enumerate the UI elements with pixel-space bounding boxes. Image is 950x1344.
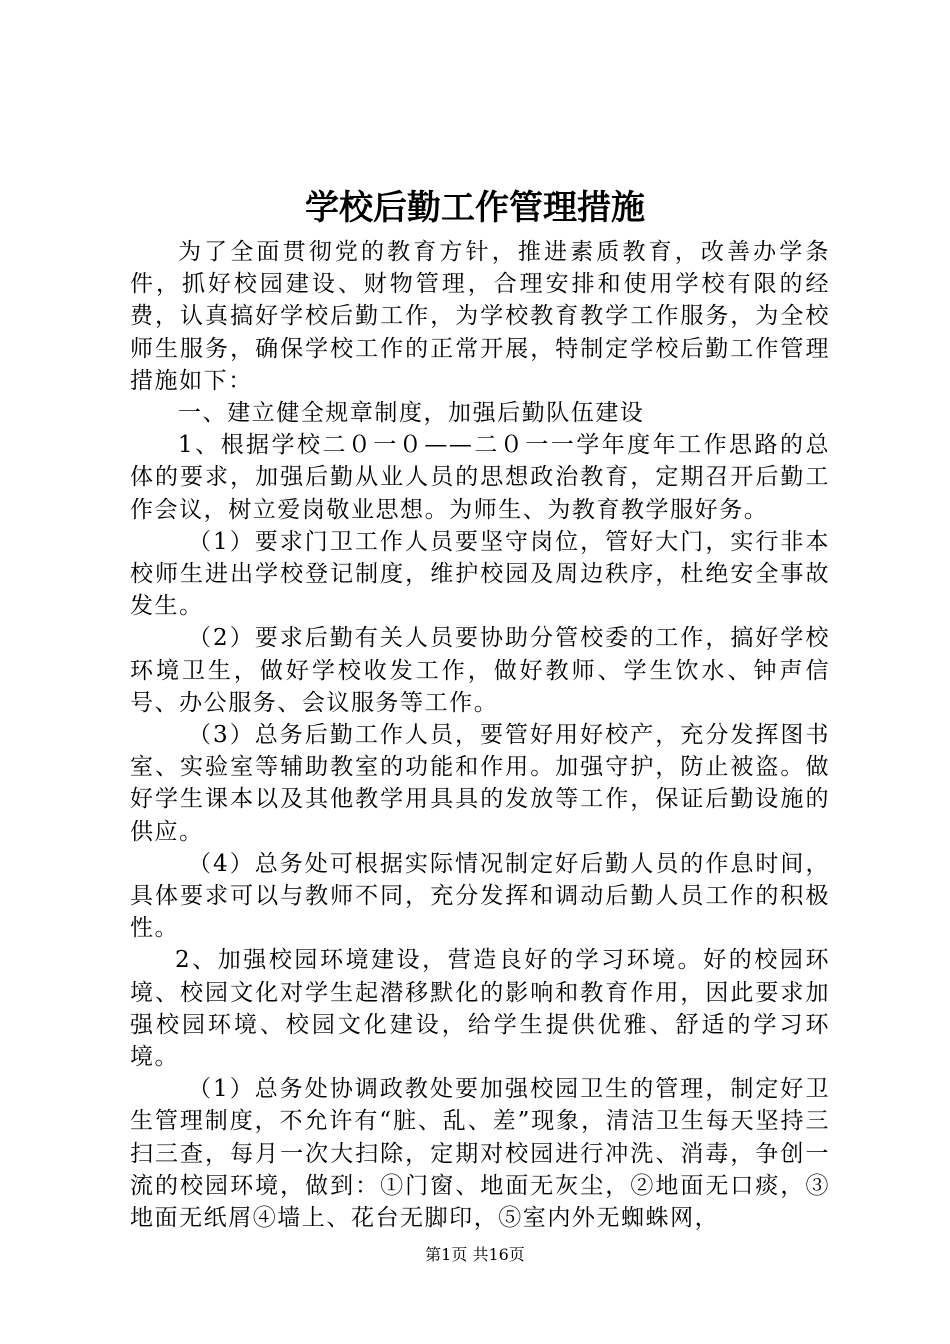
- section-heading-1: 一、建立健全规章制度，加强后勤队伍建设: [178, 400, 645, 427]
- sub-item-1-1-paragraph: （1）要求门卫工作人员要坚守岗位，管好大门，实行非本校师生进出学校登记制度，维护校园及周边秩序，杜绝安全事故发生。: [130, 528, 830, 620]
- page-footer: 第1页 共16页: [425, 1245, 525, 1264]
- sub-item-1-3-paragraph: （3）总务后勤工作人员，要管好用好校产，充分发挥图书室、实验室等辅助教室的功能和作用。加强守护，防止被盗。做好学生课本以及其他教学用具具的发放等工作，保证后勤设施的供应。: [130, 722, 830, 845]
- sub-item-2-1-paragraph: （1）总务处协调政教处要加强校园卫生的管理，制定好卫生管理制度，不允许有“脏、乱、差”现象，清洁卫生每天坚持三扫三查，每月一次大扫除，定期对校园进行冲洗、消毒，争创一流的校园环境，做到：①门窗、地面无灰尘，②地面无口痰，③地面无纸屑④墙上、花台无脚印，⑤室内外无蜘蛛网，: [130, 1076, 830, 1232]
- sub-item-1-2-paragraph: （2）要求后勤有关人员要协助分管校委的工作，搞好学校环境卫生，做好学校收发工作，做好教师、学生饮水、钟声信号、办公服务、会议服务等工作。: [130, 625, 830, 716]
- document-body: [130, 236, 830, 1234]
- sub-item-1-4-paragraph: （4）总务处可根据实际情况制定好后勤人员的作息时间，具体要求可以与教师不同，充分发挥和调动后勤人员工作的积极性。: [130, 850, 830, 942]
- intro-paragraph: 为了全面贯彻党的教育方针，推进素质教育，改善办学条件，抓好校园建设、财物管理，合理安排和使用学校有限的经费，认真搞好学校后勤工作，为学校教育教学工作服务，为全校师生服务，确保学校工作的正常开展，特制定学校后勤工作管理措施如下：: [130, 239, 830, 394]
- document-title: 学校后勤工作管理措施: [305, 188, 645, 228]
- item-1-paragraph: 1、根据学校二０一０——二０一一学年度年工作思路的总体的要求，加强后勤从业人员的思想政治教育，定期召开后勤工作会议，树立爱岗敬业思想。为师生、为教育教学服好务。: [130, 432, 830, 523]
- item-2-paragraph: 2、加强校园环境建设，营造良好的学习环境。好的校园环境、校园文化对学生起潜移默化的影响和教育作用，因此要求加强校园环境、校园文化建设，给学生提供优雅、舒适的学习环境。: [130, 947, 830, 1071]
